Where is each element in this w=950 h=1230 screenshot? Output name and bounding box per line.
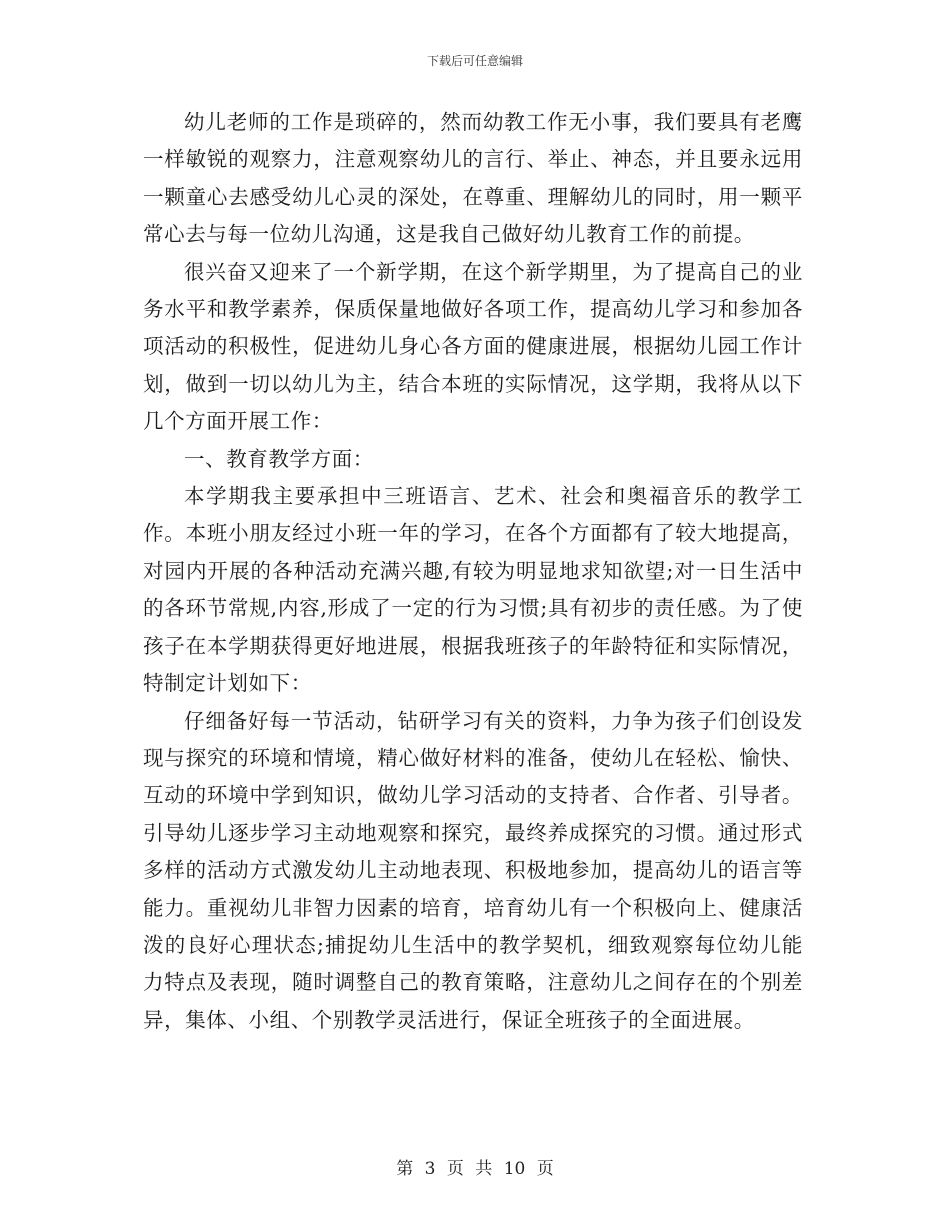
section-heading-education: 一、教育教学方面： bbox=[184, 446, 374, 471]
paragraph-3: 本学期我主要承担中三班语言、艺术、社会和奥福音乐的教学工作。本班小朋友经过小班一年的学习，在各个方面都有了较大地提高，对园内开展的各种活动充满兴趣,有较为明显地求知欲望;对一日生活中的各环节常规,内容,形成了一定的行为习惯;具有初步的责任感。为了使孩子在本学期获得更好地进展，根据我班孩子的年龄特征和实际情况，特制定计划如下： bbox=[143, 484, 803, 696]
document-body bbox=[143, 104, 803, 1039]
page-number-footer: 第 3 页 共 10 页 bbox=[396, 1159, 554, 1179]
paragraph-1: 幼儿老师的工作是琐碎的，然而幼教工作无小事，我们要具有老鹰一样敏锐的观察力，注意观察幼儿的言行、举止、神态，并且要永远用一颗童心去感受幼儿心灵的深处，在尊重、理解幼儿的同时，用一颗平常心去与每一位幼儿沟通，这是我自己做好幼儿教育工作的前提。 bbox=[143, 110, 803, 247]
paragraph-2: 很兴奋又迎来了一个新学期，在这个新学期里，为了提高自己的业务水平和教学素养，保质保量地做好各项工作，提高幼儿学习和参加各项活动的积极性，促进幼儿身心各方面的健康进展，根据幼儿园工作计划，做到一切以幼儿为主，结合本班的实际情况，这学期，我将从以下几个方面开展工作： bbox=[143, 259, 803, 434]
page-header-note: 下载后可任意编辑 bbox=[426, 54, 523, 68]
paragraph-4: 仔细备好每一节活动，钻研学习有关的资料，力争为孩子们创设发现与探究的环境和情境，精心做好材料的准备，使幼儿在轻松、愉快、互动的环境中学到知识，做幼儿学习活动的支持者、合作者、引导者。引导幼儿逐步学习主动地观察和探究，最终养成探究的习惯。通过形式多样的活动方式激发幼儿主动地表现、积极地参加，提高幼儿的语言等能力。重视幼儿非智力因素的培育，培育幼儿有一个积极向上、健康活泼的良好心理状态;捕捉幼儿生活中的教学契机，细致观察每位幼儿能力特点及表现，随时调整自己的教育策略，注意幼儿之间存在的个别差异，集体、小组、个别教学灵活进行，保证全班孩子的全面进展。 bbox=[143, 708, 803, 1032]
